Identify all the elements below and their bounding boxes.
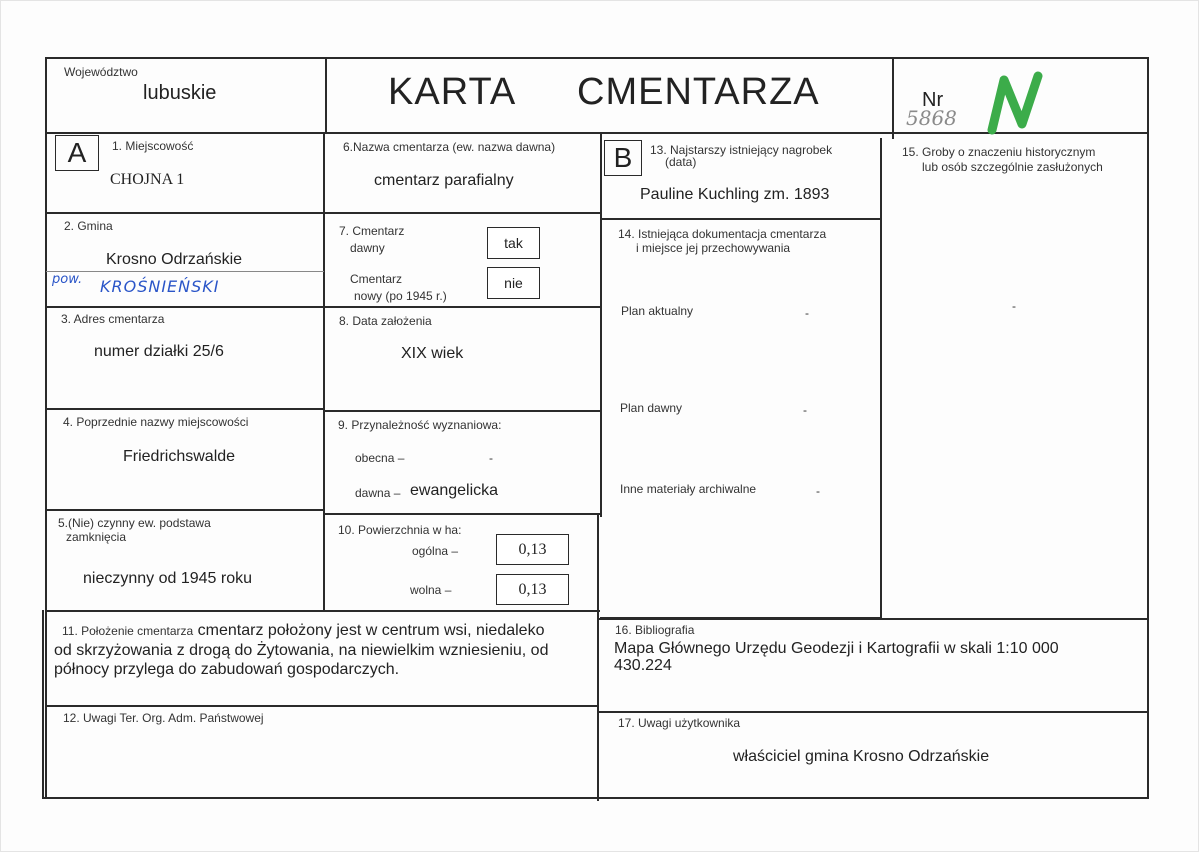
- nr-handwritten: 5868: [906, 106, 957, 130]
- field-7-nowy-line2: nowy (po 1945 r.): [354, 289, 447, 303]
- field-14-plan-aktualny-value: -: [805, 306, 809, 320]
- field-14-inne-value: -: [816, 484, 820, 498]
- section-a-letter: A: [55, 135, 99, 171]
- wojewodztwo-label: Województwo: [64, 65, 138, 79]
- field-7-label-line1: 7. Cmentarz: [339, 224, 405, 238]
- field-11-label: 11. Położenie cmentarza: [62, 624, 194, 638]
- field-14-plan-dawny-label: Plan dawny: [620, 401, 683, 415]
- field-3-label: 3. Adres cmentarza: [61, 312, 165, 326]
- field-1-value: CHOJNA 1: [110, 171, 185, 188]
- field-13-label-line2: (data): [665, 155, 697, 169]
- field-8-label: 8. Data założenia: [339, 314, 432, 328]
- field-14-label-line1: 14. Istniejąca dokumentacja cmentarza: [618, 227, 827, 241]
- field-9-dawna-value: ewangelicka: [410, 482, 499, 499]
- field-7-nowy-line1: Cmentarz: [350, 272, 403, 286]
- field-14-inne-label: Inne materiały archiwalne: [620, 482, 757, 496]
- field-5-value: nieczynny od 1945 roku: [83, 570, 252, 587]
- wojewodztwo-value: lubuskie: [143, 82, 217, 104]
- field-9-dawna-label: dawna –: [355, 486, 401, 500]
- field-7-dawny-box: tak: [487, 227, 540, 259]
- field-2-label: 2. Gmina: [64, 219, 113, 233]
- field-6-value: cmentarz parafialny: [374, 172, 514, 189]
- field-9-obecna-label: obecna –: [355, 451, 405, 465]
- field-3-value: numer działki 25/6: [94, 343, 224, 360]
- field-14-plan-aktualny-label: Plan aktualny: [621, 304, 694, 318]
- field-10-wolna-label: wolna –: [410, 583, 452, 597]
- field-5-label-line1: 5.(Nie) czynny ew. podstawa: [58, 516, 211, 530]
- field-15-label-line1: 15. Groby o znaczeniu historycznym: [902, 145, 1096, 159]
- field-5-label-line2: zamknięcia: [66, 530, 127, 544]
- field-10-ogolna-label: ogólna –: [412, 544, 459, 558]
- field-9-obecna-value: -: [489, 451, 493, 465]
- section-b-letter: B: [604, 140, 642, 176]
- field-2-value: Krosno Odrzańskie: [106, 251, 243, 268]
- field-9-label: 9. Przynależność wyznaniowa:: [338, 418, 502, 432]
- field-16-value-line1: Mapa Głównego Urzędu Geodezji i Kartografii w skali 1:10 000: [614, 640, 1059, 657]
- field-17-value: właściciel gmina Krosno Odrzańskie: [733, 748, 990, 765]
- field-4-value: Friedrichswalde: [123, 448, 236, 465]
- field-16-value-line2: 430.224: [614, 657, 672, 674]
- nr-label: Nr: [922, 89, 944, 111]
- field-2-handwritten-prefix: pow.: [52, 272, 83, 287]
- field-15-value: -: [1012, 299, 1016, 313]
- field-1-label: 1. Miejscowość: [112, 139, 194, 153]
- title-cmentarza: CMENTARZA: [577, 71, 820, 113]
- green-marker-n-stamp: [980, 70, 1058, 136]
- field-8-value: XIX wiek: [401, 345, 464, 362]
- field-7-nowy-box: nie: [487, 267, 540, 299]
- field-11-value-line1: cmentarz położony jest w centrum wsi, niedaleko: [197, 622, 545, 639]
- field-16-label: 16. Bibliografia: [615, 623, 695, 637]
- field-10-ogolna-box: 0,13: [496, 534, 569, 565]
- field-12-label: 12. Uwagi Ter. Org. Adm. Państwowej: [63, 711, 264, 725]
- field-14-plan-dawny-value: -: [803, 403, 807, 417]
- field-10-wolna-box: 0,13: [496, 574, 569, 605]
- field-13-value: Pauline Kuchling zm. 1893: [640, 186, 830, 203]
- title-karta: KARTA: [388, 71, 517, 113]
- field-10-label: 10. Powierzchnia w ha:: [338, 523, 462, 537]
- field-4-label: 4. Poprzednie nazwy miejscowości: [63, 415, 249, 429]
- field-11-value-line2: od skrzyżowania z drogą do Żytowania, na niewielkim wzniesieniu, od: [54, 642, 549, 659]
- field-14-label-line2: i miejsce jej przechowywania: [636, 241, 791, 255]
- field-17-label: 17. Uwagi użytkownika: [618, 716, 741, 730]
- field-11-block: [54, 621, 599, 679]
- field-2-handwritten: KROŚNIEŃSKI: [100, 277, 220, 296]
- field-6-label: 6.Nazwa cmentarza (ew. nazwa dawna): [343, 140, 556, 154]
- field-7-label-line2: dawny: [350, 241, 385, 255]
- field-15-label-line2: lub osób szczególnie zasłużonych: [922, 160, 1103, 174]
- field-13-label-line1: 13. Najstarszy istniejący nagrobek: [650, 143, 833, 157]
- field-11-value-line3: północy przylega do zabudowań gospodarczych.: [54, 661, 400, 678]
